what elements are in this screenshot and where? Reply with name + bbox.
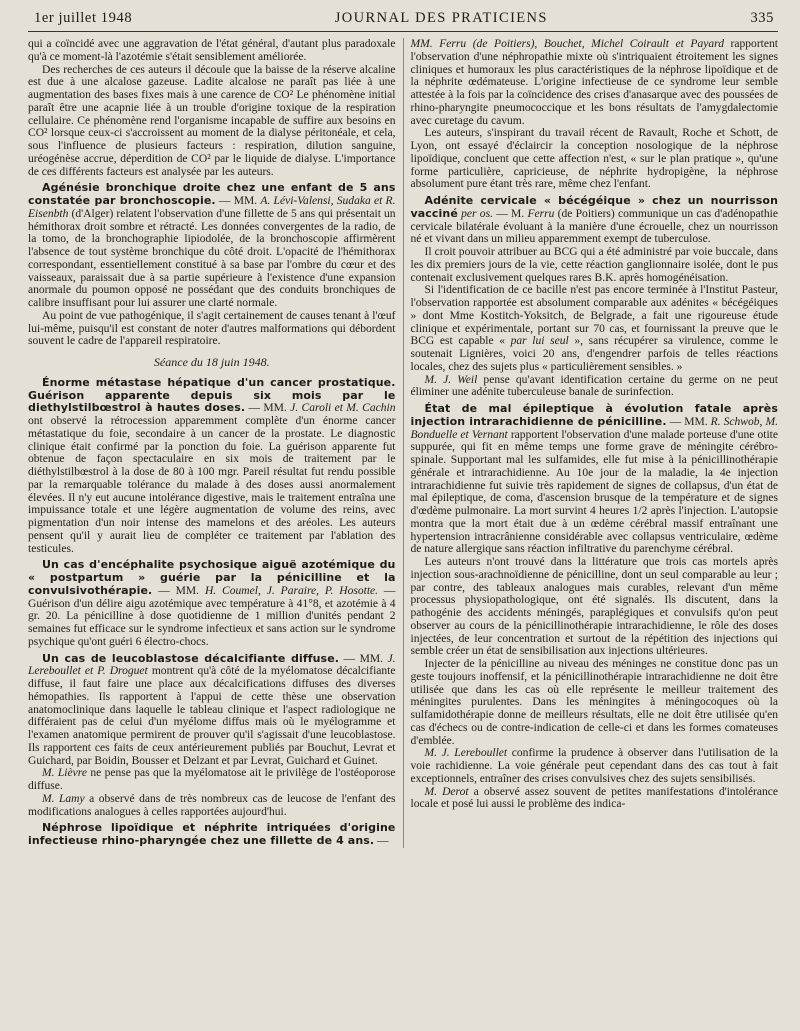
paragraph: Les auteurs n'ont trouvé dans la littérature que trois cas mortels après injection sous-arachnoïdienne de pénicilline, dont un seul comparable au leur ; par contre, des tableaux analogues mais curables, relevant d'un même processus physiopathologique, ont été signalés. Ils discutent, dans la pathogénie des accidents méningés, paraplégiques et convulsifs qu'on peut observer au cours de la pénicillinothérapie intrarachidienne, le rôle des doses injectées, de leur concentration et surtout de la répétition des injections qui semble créer un état de sensibilisation aux injections ultérieures. xyxy=(410,556,778,658)
paragraph: Au point de vue pathogénique, il s'agit certainement de causes tenant à l'œuf lui-même, puisqu'il est constant de noter d'autres malformations qui débordent souvent le cadre de l'appareil respiratoire. xyxy=(28,309,396,348)
article-agenesie: Agénésie bronchique droite chez une enfant de 5 ans constatée par bronchoscopie. — MM. A. Lévi-Valensi, Sudaka et R. Eisenbth (d'Alger) relatent l'observation d'une fillette de 5 ans qui présentait un hémithorax droit sombre et rétracté. Les données convergentes de la radio, de la tomo, de la bronchographie lipiodolée, de la bronchoscopie affirmèrent l'absence de tout système bronchique du côté droit. L'opacité de l'hémithorax correspondant, essentiellement constitué à sa base par l'ombre du cœur et des vaisseaux, paraissait due à sa partie supérieure à l'existence d'une expansion anormale du poumon opposé ne possédant que des conduits bronchiques de calibre insuffisant pour lui assurer une clarté normale. xyxy=(28,181,396,309)
article-title: Énorme métastase hépatique d'un cancer prostatique. Guérison apparente depuis six mois par le diethylstilbœstrol à hautes doses. xyxy=(28,375,396,415)
page-number: 335 xyxy=(750,10,774,26)
text-columns xyxy=(28,38,778,848)
paragraph: M. Lamy a observé dans de très nombreux cas de leucose de l'enfant des modifications analogues à celles rapportées aujourd'hui. xyxy=(28,792,396,818)
paragraph: Des recherches de ces auteurs il découle que la baisse de la réserve alcaline est due à une alcalose gazeuse. Ladite alcalose ne paraît pas liée à une augmentation des bases fixes mais à une carence de CO² Le phénomène initial paraît être une acapnie liée à un trouble d'origine toxique de la respiration cellulaire. Ce phénomène rend l'organisme incapable de suffire aux besoins en CO² lorsque ceux-ci s'accroissent au moment de la dialyse péritonéale, et cela, sous l'influence de plusieurs facteurs : respiration, dilution sanguine, uréogénèse accrue, déperdition de CO² par le liquide de dialyse. L'importance de ces différents facteurs est analysée par les auteurs. xyxy=(28,63,396,178)
article-leucoblastose: Un cas de leucoblastose décalcifiante diffuse. — MM. J. Lereboullet et P. Droguet montrent qu'à côté de la myélomatose décalcifiante diffuse, il faut faire une place aux décalcifications diffuses des diverses hémopathies. Ils rapportent à l'appui de cette thèse une observation anatomoclinique dans laquelle le tableau clinique et l'aspect radiologique ne différaient pas de celui d'un myélome diffus mais où le myélogramme et l'examen anatomique permirent de prouver qu'il s'agissait d'une leucoblastose. Ils rapportent ces faits de ceux antérieurement publiés par Bouchut, Levrat et Guichard, par Boidin, Bousser et Delzant et par Levrat, Guichard et Guinet. xyxy=(28,651,396,767)
paragraph: Les auteurs, s'inspirant du travail récent de Ravault, Roche et Schott, de Lyon, ont essayé d'éclaircir la conception nosologique de la néphrose lipoïdique, concluent que cette affection n'est, « sur le plan pratique », qu'une forme particulière, capricieuse, de néphrite hydropigène, la néphrose absolument pure étant très rare, même chez l'enfant. xyxy=(410,127,778,191)
authors: H. Coumel, J. Paraire, P. Hosotte. xyxy=(204,584,379,597)
article-encephalite: Un cas d'encéphalite psychosique aiguë azotémique du « postpartum » guérie par la pénicilline et la convulsivothérapie. — MM. H. Coumel, J. Paraire, P. Hosotte. — Guérison d'un délire aigu azotémique avec température à 41°8, et azotémie à 4 gr. 20. La pénicilline à dose quotidienne de 1 million d'unités pendant 2 semaines fut efficace sur le syndrome infectieux et sans action sur le syndrome psychique qu'ont guéri 6 électro-chocs. xyxy=(28,558,396,648)
authors: R. Schwob, M. Bonduelle et Vernant xyxy=(410,415,778,441)
authors: Ferru xyxy=(527,207,555,220)
author: M. J. Weil xyxy=(424,373,478,386)
author: M. J. Lereboullet xyxy=(424,747,508,760)
article-title: Néphrose lipoïdique et néphrite intriquées d'origine infectieuse rhino-pharyngée chez une fillette de 4 ans. xyxy=(28,821,396,847)
authors: A. Lévi-Valensi, Sudaka et R. Eisenbth xyxy=(28,195,396,220)
column-divider xyxy=(403,38,404,848)
paragraph: Injecter de la pénicilline au niveau des méninges ne constitue donc pas un geste toujours inoffensif, et la pénicillinothérapie intrarachidienne ne doit être utilisée que dans les cas où elle représente le meilleur traitement des méningites purulentes. Dans les méningites à méningocoques où la sulfamidothérapie donne de meilleurs résultats, elle ne doit être utilisée qu'en cas d'échecs ou de contre-indication de celle-ci et dans les formes comateuses d'emblée. xyxy=(410,658,778,747)
paragraph: Il croit pouvoir attribuer au BCG qui a été administré par voie buccale, dans les dix premiers jours de la vie, cette réaction ganglionnaire isolée, dont le pus contenait exclusivement quelques rares B.K. après homogénéisation. xyxy=(410,246,778,284)
header-rule xyxy=(28,31,778,32)
paragraph: Si l'identification de ce bacille n'est pas encore terminée à l'Institut Pasteur, l'observation rapportée est absolument comparable aux adénites « bécégéiques » dont Mme Kostitch-Yoksitch, de Belgrade, a fait une rigoureuse étude clinique et expérimentale, portant sur 70 cas, et fournissant la preuve que le BCG est capable « par lui seul », sans récupérer sa virulence, comme le soutenait Lignières, voici 20 ans, d'engendrer parfois de telles réactions locales, chez des sujets plus « particulièrement sensibles. » xyxy=(410,284,778,373)
journal-title: JOURNAL DES PRATICIENS xyxy=(334,10,548,26)
left-column xyxy=(28,38,396,848)
paragraph: qui a coïncidé avec une aggravation de l'état général, d'autant plus paradoxale qu'à ce moment-là l'azotémie s'était sensiblement améliorée. xyxy=(28,38,396,63)
article-title: État de mal épileptique à évolution fatale après injection intrarachidienne de pénicilline. xyxy=(410,402,778,428)
author: M. Derot xyxy=(424,785,469,798)
article-title: Adénite cervicale « bécégéique » chez un nourrisson vacciné xyxy=(410,194,778,220)
article-etat-de-mal: État de mal épileptique à évolution fatale après injection intrarachidienne de pénicilline. — MM. R. Schwob, M. Bonduelle et Vernant rapportent l'observation d'une malade porteuse d'une otite suppurée, qui fit en même temps une forme grave de méningite cérébro-spinale. Supportant mal les sulfamides, elle fut mise à la pénicillinothérapie générale et intrarachidienne. Au 10e jour de la maladie, la 4e injection intrarachidienne fut suivie très rapidement de signes de collapsus, d'un état de mal épileptique, de coma, d'ascension brusque de la température et de signes d'œdème pulmonaire. La mort survint 4 heures 1/2 après l'injection. L'autopsie montra que la mort était due à un œdème cérébral massif entraînant une hypertension intracrânienne considérable avec collapsus ventriculaire, œdème de nature allergique sans réaction infiltrative du parenchyme cérébral. xyxy=(410,402,778,556)
author: M. Lamy xyxy=(42,792,85,805)
article-adenite: Adénite cervicale « bécégéique » chez un nourrisson vacciné per os. — M. Ferru (de Poitiers) communique un cas d'adénopathie cervicale bilatérale évoluant à la manière d'une écrouelle, chez un nourrisson né et vivant dans un milieu apparemment exempt de tuberculose. xyxy=(410,194,778,246)
authors: MM. Ferru (de Poitiers), Bouchet, Michel Coirault et Payard xyxy=(410,38,724,50)
paragraph: M. Lièvre ne pense pas que la myélomatose ait le privilège de l'ostéoporose diffuse. xyxy=(28,767,396,792)
authors: J. Lereboullet et P. Droguet xyxy=(28,652,396,678)
paragraph: M. J. Weil pense qu'avant identification certaine du germe on ne peut éliminer une adénite tuberculeuse banale de surinfection. xyxy=(410,373,778,399)
session-heading: Séance du 18 juin 1948. xyxy=(153,355,270,369)
article-title: Un cas d'encéphalite psychosique aiguë azotémique du « postpartum » guérie par la pénicilline et la convulsivothérapie. xyxy=(28,558,396,597)
author: M. Lièvre xyxy=(42,767,87,780)
article-title: Un cas de leucoblastose décalcifiante diffuse. xyxy=(42,651,340,665)
article-title: Agénésie bronchique droite chez une enfant de 5 ans constatée par bronchoscopie. xyxy=(28,181,396,207)
paragraph: M. J. Lereboullet confirme la prudence à observer dans l'utilisation de la voie rachidienne. La voie générale peut cependant dans des cas tout à fait exceptionnels, entraîner des crises convulsives chez des sujets sensibilisés. xyxy=(410,747,778,785)
authors: J. Caroli et M. Cachin xyxy=(290,402,396,415)
running-header xyxy=(28,10,778,31)
paragraph: MM. Ferru (de Poitiers), Bouchet, Michel Coirault et Payard rapportent l'observation d'une néphropathie mixte où s'intriquaient étroitement les signes cliniques et humoraux les plus caractéristiques de la néphrose lipoïdique et de la néphrite œdémateuse. L'origine infectieuse de ce syndrome leur semble attestée à la fois par la coïncidence des crises d'anasarque avec des poussées de rhino-pharyngite pneumococcique et les bons résultats de l'amygdalectomie avec curetage du cavum. xyxy=(410,38,778,127)
header-date: 1er juillet 1948 xyxy=(34,10,133,26)
article-metastase: Énorme métastase hépatique d'un cancer prostatique. Guérison apparente depuis six mois par le diethylstilbœstrol à hautes doses. — MM. J. Caroli et M. Cachin ont observé la rétrocession apparemment complète d'un énorme cancer métastatique du foie, secondaire à un cancer de la prostate. Le diagnostic clinique était confirmé par la ponction du foie. La guérison apparente fut obtenue de façon spectaculaire en six mois de traitement par le diéthylstilbœstrol à la dose de 80 à 100 mgr. Pareil résultat fut rendu possible par la remarquable tolérance du malade à des doses aussi anormalement élevées. Il n'y eut aucune intolérance digestive, mais le traitement entraîna une impuissance totale et une légère augmentation de volume des reins, avec pigmentation d'un noir intense des mamelons et des aréoles. Les auteurs pensent qu'il y aurait lieu de compléter ce traitement par l'ablation des testicules. xyxy=(28,375,396,555)
paragraph: M. Derot a observé assez souvent de petites manifestations d'intolérance locale et posé lui aussi le problème des indica- xyxy=(410,785,779,811)
right-column xyxy=(411,38,779,848)
article-nephrose: Néphrose lipoïdique et néphrite intriquées d'origine infectieuse rhino-pharyngée chez une fillette de 4 ans. — xyxy=(28,821,396,847)
